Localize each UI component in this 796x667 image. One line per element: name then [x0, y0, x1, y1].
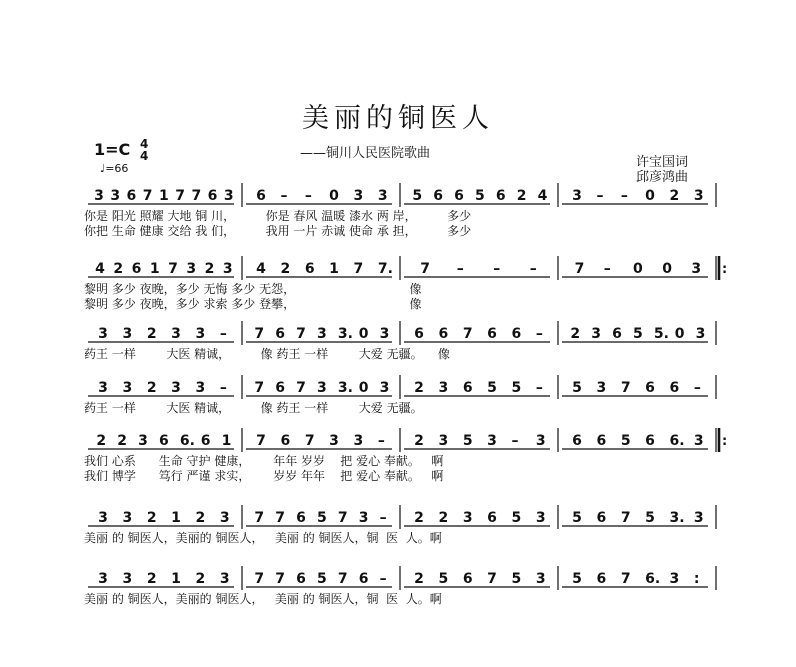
note: 5 — [412, 188, 423, 204]
note: 6 — [296, 571, 306, 587]
note: 2 — [146, 571, 157, 587]
note: 7 — [254, 510, 265, 526]
note: 2 — [438, 510, 449, 526]
note: 1 — [171, 510, 181, 526]
note: 7 — [175, 188, 185, 204]
note: 7 — [337, 571, 348, 587]
lyric-line: 你把 生命 健康 交给 我 们， 我用 一片 赤诚 使命 承 担， 多少 — [84, 224, 472, 238]
note: 6 — [207, 188, 218, 204]
note: 6 — [596, 510, 607, 526]
note: 4 — [537, 188, 548, 204]
note: 6. — [645, 571, 661, 587]
note: 5 — [572, 380, 582, 396]
note: 3 — [535, 571, 546, 587]
note: 6 — [280, 433, 291, 449]
note: 5 — [475, 188, 485, 204]
note: 3 — [317, 380, 327, 396]
note: – — [456, 261, 464, 277]
note: 3 — [98, 571, 108, 587]
note: – — [535, 326, 543, 342]
note: 5 — [511, 510, 522, 526]
note: 3 — [535, 433, 546, 449]
note: 3 — [329, 433, 339, 449]
note: 7 — [254, 380, 265, 396]
note: 6 — [462, 571, 473, 587]
note: 6 — [131, 261, 142, 277]
note: 3 — [98, 380, 108, 396]
note: 5 — [462, 433, 473, 449]
note: 0 — [358, 326, 369, 342]
note: 3 — [219, 510, 230, 526]
note: 6 — [612, 326, 622, 342]
note: 5 — [633, 326, 643, 342]
note: – — [596, 188, 604, 204]
note: 3. — [337, 326, 353, 342]
note: 7 — [275, 510, 286, 526]
note: 4 — [95, 261, 105, 277]
note: – — [529, 261, 537, 277]
note: 7 — [620, 571, 631, 587]
note: 7. — [377, 261, 393, 277]
lyric-line: 黎明 多少 夜晚，多少 求索 多少 登攀， 像 — [84, 297, 422, 311]
note: 2 — [146, 380, 157, 396]
note: – — [304, 188, 312, 204]
note: 5 — [511, 380, 522, 396]
repeat-sign: : — [722, 262, 728, 277]
repeat-sign: : — [722, 434, 728, 449]
note: 3 — [171, 380, 181, 396]
note: 6 — [669, 380, 680, 396]
note: 6 — [200, 433, 211, 449]
note: 3 — [353, 188, 364, 204]
note: 5 — [317, 510, 327, 526]
note: 5 — [317, 571, 327, 587]
tempo-marking: ♩=66 — [100, 162, 129, 175]
page-title: 美丽的铜医人 — [302, 103, 494, 134]
note: – — [377, 433, 385, 449]
note: 3 — [122, 510, 133, 526]
note: – — [511, 433, 519, 449]
note: 3 — [438, 433, 449, 449]
note: 2 — [414, 433, 424, 449]
note: 1 — [221, 433, 232, 449]
lyric-line: 美丽 的 铜医人，美丽的 铜医人， 美丽 的 铜医人，铜 医 人。啊 — [84, 531, 442, 545]
lyric-line: 我们 心系 生命 守护 健康， 年年 岁岁 把 爱心 奉献。 啊 — [84, 454, 444, 468]
note: 4 — [256, 261, 266, 277]
lyric-line: 你是 阳光 照耀 大地 铜 川， 你是 春风 温暖 漆水 两 岸， 多少 — [84, 209, 472, 223]
note: – — [219, 326, 227, 342]
note: 6 — [645, 433, 655, 449]
note: 2 — [195, 571, 206, 587]
note: 3 — [122, 380, 133, 396]
note: 7 — [462, 326, 473, 342]
lyric-line: 我们 博学 笃行 严谨 求实， 岁岁 年年 把 爱心 奉献。 啊 — [84, 469, 444, 483]
note: : — [693, 571, 700, 587]
note: 7 — [275, 571, 286, 587]
note: 6 — [645, 380, 655, 396]
note: 5 — [620, 433, 631, 449]
note: 7 — [254, 326, 265, 342]
note: – — [219, 380, 227, 396]
note: 3 — [122, 326, 133, 342]
note: 3 — [691, 261, 702, 277]
note: 3 — [195, 326, 206, 342]
note: 3 — [693, 188, 704, 204]
note: 7 — [574, 261, 585, 277]
note: 0 — [674, 326, 685, 342]
note: 3 — [358, 510, 369, 526]
lyric-line: 黎明 多少 夜晚，多少 无悔 多少 无怨， 像 — [84, 282, 422, 296]
note: 2 — [113, 261, 124, 277]
note: 2 — [146, 326, 157, 342]
note: 6 — [454, 188, 464, 204]
lyric-line: 药王 一样 大医 精诚， 像 药王 一样 大爱 无疆。 — [84, 401, 423, 415]
note: 6. — [669, 433, 685, 449]
note: 5 — [487, 380, 497, 396]
note: 3. — [337, 380, 353, 396]
note: 5. — [653, 326, 669, 342]
note: 3 — [462, 510, 473, 526]
note: 0 — [645, 188, 655, 204]
note: 2 — [516, 188, 527, 204]
note: 2 — [414, 380, 424, 396]
note: 7 — [296, 380, 306, 396]
note: – — [493, 261, 501, 277]
note: 3 — [596, 380, 607, 396]
note: 2 — [96, 433, 107, 449]
note: 7 — [420, 261, 430, 277]
note: 2 — [195, 510, 206, 526]
note: 2 — [414, 571, 424, 587]
note: 7 — [353, 261, 364, 277]
note: 3 — [122, 571, 133, 587]
note: 5 — [645, 510, 655, 526]
note: 3 — [317, 326, 327, 342]
note: – — [379, 571, 387, 587]
note: 3 — [222, 261, 233, 277]
note: 6 — [596, 433, 607, 449]
note: 3 — [171, 326, 181, 342]
note: 3 — [669, 571, 680, 587]
meter-bottom: 4 — [140, 149, 149, 163]
note: 3 — [535, 510, 546, 526]
note: 0 — [662, 261, 672, 277]
note: 6 — [596, 571, 607, 587]
note: 3 — [186, 261, 197, 277]
note: 5 — [438, 571, 449, 587]
note: 7 — [620, 380, 631, 396]
note: 6 — [433, 188, 444, 204]
note: 6 — [438, 326, 449, 342]
note: 7 — [254, 571, 265, 587]
note: 2 — [669, 188, 680, 204]
note: 3. — [669, 510, 685, 526]
note: 6 — [462, 380, 473, 396]
note: 2 — [204, 261, 215, 277]
note: 6 — [487, 326, 497, 342]
note: 3 — [353, 433, 364, 449]
note: – — [603, 261, 611, 277]
note: 2 — [570, 326, 581, 342]
note: 1 — [329, 261, 339, 277]
note: – — [379, 510, 387, 526]
meter-top: 4 — [140, 137, 149, 151]
note: 3 — [695, 326, 706, 342]
note: 5 — [572, 571, 582, 587]
note: 6 — [275, 380, 286, 396]
note: 6 — [275, 326, 286, 342]
note: – — [280, 188, 288, 204]
note: 1 — [149, 261, 160, 277]
note: 3 — [591, 326, 602, 342]
note: 3 — [377, 188, 388, 204]
note: 6 — [256, 188, 266, 204]
composer-credit: 邱彦鸿曲 — [636, 170, 689, 185]
note: 3 — [438, 380, 449, 396]
note: – — [620, 188, 628, 204]
note: 3 — [110, 188, 121, 204]
note: 7 — [191, 188, 202, 204]
note: 3 — [487, 433, 497, 449]
note: 6 — [414, 326, 424, 342]
subtitle: ——铜川人民医院歌曲 — [300, 146, 431, 161]
note: 3 — [693, 433, 704, 449]
note: 6 — [358, 571, 369, 587]
note: 2 — [280, 261, 291, 277]
note: 3 — [138, 433, 148, 449]
note: 6 — [572, 433, 582, 449]
note: 0 — [358, 380, 369, 396]
note: 5 — [511, 571, 522, 587]
lyric-line: 药王 一样 大医 精诚， 像 药王 一样 大爱 无疆。 像 — [84, 347, 450, 361]
note: 3 — [98, 326, 108, 342]
note: 3 — [219, 571, 230, 587]
note: 3 — [379, 326, 390, 342]
note: 7 — [142, 188, 153, 204]
note: 7 — [296, 326, 306, 342]
note: 2 — [146, 510, 157, 526]
note: 6 — [511, 326, 522, 342]
note: 6 — [304, 261, 315, 277]
note: 3 — [98, 510, 108, 526]
note: – — [693, 380, 701, 396]
note: 6 — [495, 188, 506, 204]
note: – — [535, 380, 543, 396]
note: 5 — [572, 510, 582, 526]
note: 3 — [693, 510, 704, 526]
note: 1 — [171, 571, 181, 587]
lyricist-credit: 许宝国词 — [636, 155, 689, 170]
note: 0 — [633, 261, 643, 277]
note: 7 — [168, 261, 178, 277]
note: 1 — [159, 188, 169, 204]
key-signature: 1=C — [94, 140, 131, 159]
note: 2 — [117, 433, 128, 449]
note: 6 — [296, 510, 306, 526]
note: 3 — [195, 380, 206, 396]
note: 3 — [572, 188, 582, 204]
note: 6. — [179, 433, 195, 449]
note: 6 — [126, 188, 137, 204]
note: 7 — [620, 510, 631, 526]
lyric-line: 美丽 的 铜医人，美丽的 铜医人， 美丽 的 铜医人，铜 医 人。啊 — [84, 592, 442, 606]
note: 7 — [337, 510, 348, 526]
note: 0 — [329, 188, 339, 204]
note: 2 — [414, 510, 424, 526]
note: 7 — [256, 433, 266, 449]
note: 7 — [304, 433, 315, 449]
note: 3 — [379, 380, 390, 396]
note: 3 — [94, 188, 104, 204]
note: 6 — [159, 433, 169, 449]
note: 7 — [487, 571, 497, 587]
note: 6 — [487, 510, 497, 526]
note: 3 — [223, 188, 234, 204]
